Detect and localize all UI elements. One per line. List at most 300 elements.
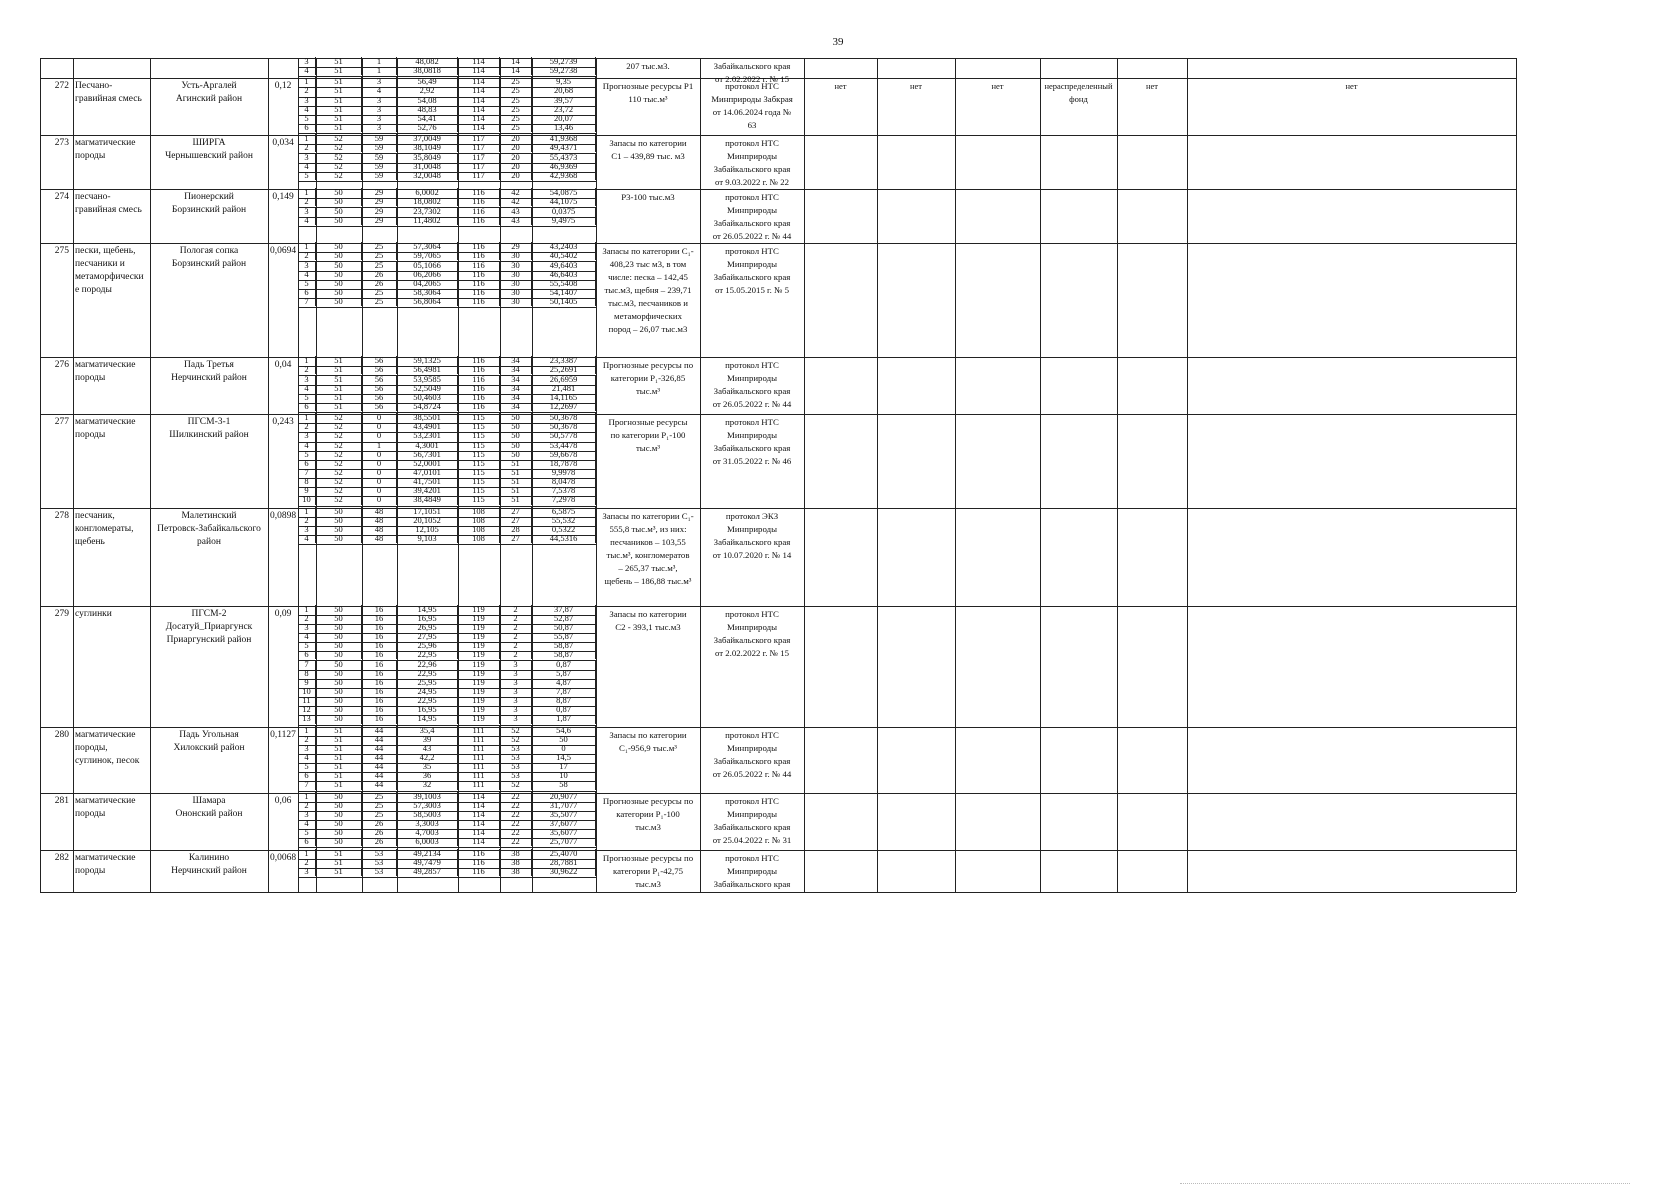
coord-value: 2 bbox=[500, 623, 532, 632]
coord-value: 34 bbox=[500, 375, 532, 384]
coord-value: 2 bbox=[298, 197, 316, 206]
coord-value: 119 bbox=[458, 669, 500, 678]
status-note: нет bbox=[834, 81, 847, 92]
coord-value: 44,5316 bbox=[532, 534, 596, 543]
coord-value: 2 bbox=[500, 632, 532, 641]
coord-value: 44 bbox=[362, 726, 397, 735]
grid-hline bbox=[40, 606, 1516, 607]
area-value: 0,0898 bbox=[269, 510, 297, 521]
coord-value: 26 bbox=[362, 270, 397, 279]
coord-value: 116 bbox=[458, 356, 500, 365]
mineral-type: пески, щебень, песчаники и метаморфически е породы bbox=[75, 246, 144, 296]
coord-value: 4,7003 bbox=[397, 828, 458, 837]
coord-value: 16 bbox=[362, 669, 397, 678]
coord-value: 42,9368 bbox=[532, 171, 596, 180]
coord-value: 116 bbox=[458, 261, 500, 270]
coord-value: 49,7479 bbox=[397, 858, 458, 867]
coord-value: 22 bbox=[500, 810, 532, 819]
coord-value: 9,35 bbox=[532, 77, 596, 86]
grid-vline bbox=[877, 58, 878, 892]
coord-value: 51 bbox=[316, 57, 362, 66]
coord-value: 50 bbox=[316, 650, 362, 659]
coord-value: 59 bbox=[362, 171, 397, 180]
coord-value: 16 bbox=[362, 614, 397, 623]
coord-value: 1 bbox=[298, 849, 316, 858]
mineral-type: магматические породы bbox=[75, 417, 136, 441]
coord-value: 1,87 bbox=[532, 714, 596, 723]
coord-value: 117 bbox=[458, 143, 500, 152]
coord-value: 04,2065 bbox=[397, 279, 458, 288]
row-number: 273 bbox=[54, 138, 69, 149]
coord-value: 6,0002 bbox=[397, 188, 458, 197]
coord-value: 4,3001 bbox=[397, 441, 458, 450]
coord-value: 51 bbox=[500, 468, 532, 477]
coord-value: 48,83 bbox=[397, 105, 458, 114]
coord-value: 50 bbox=[316, 801, 362, 810]
coord-value: 35,6077 bbox=[532, 828, 596, 837]
coord-value: 38,1049 bbox=[397, 143, 458, 152]
coord-value: 41,7501 bbox=[397, 477, 458, 486]
coord-value: 10 bbox=[298, 687, 316, 696]
grid-vline bbox=[596, 58, 597, 892]
coord-value: 22 bbox=[500, 837, 532, 846]
coord-value: 59 bbox=[362, 153, 397, 162]
coord-value: 111 bbox=[458, 735, 500, 744]
coord-value: 116 bbox=[458, 207, 500, 216]
coord-value: 3 bbox=[298, 261, 316, 270]
coord-value: 57,3064 bbox=[397, 242, 458, 251]
area-value: 0,0068 bbox=[269, 852, 297, 863]
status-note: нет bbox=[1345, 81, 1358, 92]
coord-value: 51 bbox=[316, 365, 362, 374]
coord-value: 50 bbox=[316, 669, 362, 678]
site-name: Малетинский Петровск-Забайкальского район bbox=[157, 510, 261, 547]
coord-value: 1 bbox=[298, 242, 316, 251]
grid-vline bbox=[804, 58, 805, 892]
coord-value: 115 bbox=[458, 486, 500, 495]
coord-value: 116 bbox=[458, 375, 500, 384]
coord-value: 29 bbox=[500, 242, 532, 251]
coord-value: 12,2697 bbox=[532, 402, 596, 411]
coord-value: 52 bbox=[500, 780, 532, 789]
coord-value: 50 bbox=[316, 605, 362, 614]
coord-value: 115 bbox=[458, 459, 500, 468]
coord-value: 5 bbox=[298, 393, 316, 402]
coord-value: 50 bbox=[316, 828, 362, 837]
coord-value: 48 bbox=[362, 516, 397, 525]
coord-value: 25,7077 bbox=[532, 837, 596, 846]
coord-value: 44 bbox=[362, 744, 397, 753]
coord-value: 116 bbox=[458, 188, 500, 197]
coord-value: 119 bbox=[458, 705, 500, 714]
coord-value: 108 bbox=[458, 507, 500, 516]
coord-value: 6 bbox=[298, 402, 316, 411]
coord-value: 3 bbox=[298, 525, 316, 534]
coord-value: 3 bbox=[362, 114, 397, 123]
coord-value: 2 bbox=[298, 516, 316, 525]
coord-value: 56 bbox=[362, 375, 397, 384]
coord-value: 20,07 bbox=[532, 114, 596, 123]
coord-value: 46,6403 bbox=[532, 270, 596, 279]
coord-value: 0 bbox=[362, 422, 397, 431]
coord-value: 3 bbox=[298, 96, 316, 105]
coord-value: 30 bbox=[500, 297, 532, 306]
coord-value: 2 bbox=[298, 801, 316, 810]
grid-vline bbox=[40, 58, 41, 892]
coord-value: 114 bbox=[458, 77, 500, 86]
protocol-note: Забайкальского края от 2.02.2022 г. № 15 bbox=[713, 61, 791, 84]
resources-note: Прогнозные ресурсы по категории Р₁-326,85 тыс.м³ bbox=[602, 360, 694, 397]
grid-hline bbox=[40, 850, 1516, 851]
grid-vline bbox=[73, 58, 74, 892]
coord-value: 116 bbox=[458, 197, 500, 206]
coord-value: 116 bbox=[458, 402, 500, 411]
coord-value: 53,2301 bbox=[397, 431, 458, 440]
coord-value: 50 bbox=[316, 242, 362, 251]
coord-value: 16 bbox=[362, 632, 397, 641]
coord-value: 38,4849 bbox=[397, 495, 458, 504]
area-value: 0,1127 bbox=[270, 729, 296, 740]
coord-value: 25 bbox=[362, 251, 397, 260]
coord-value: 58,87 bbox=[532, 650, 596, 659]
coord-value: 117 bbox=[458, 162, 500, 171]
coord-value: 56 bbox=[362, 356, 397, 365]
coord-value: 115 bbox=[458, 477, 500, 486]
coord-value: 59 bbox=[362, 143, 397, 152]
coord-value: 6 bbox=[298, 123, 316, 132]
coord-value: 50 bbox=[316, 297, 362, 306]
coord-value: 111 bbox=[458, 780, 500, 789]
coord-value: 25,96 bbox=[397, 641, 458, 650]
coord-value: 52 bbox=[316, 441, 362, 450]
coord-value: 26,6959 bbox=[532, 375, 596, 384]
coord-value: 4 bbox=[298, 819, 316, 828]
coord-value: 114 bbox=[458, 123, 500, 132]
coord-value: 50 bbox=[316, 714, 362, 723]
coord-value: 23,3387 bbox=[532, 356, 596, 365]
coord-value: 38 bbox=[500, 849, 532, 858]
coord-value: 119 bbox=[458, 632, 500, 641]
coord-value: 116 bbox=[458, 858, 500, 867]
coord-value: 50,5778 bbox=[532, 431, 596, 440]
coord-value: 4 bbox=[298, 534, 316, 543]
coord-value: 3 bbox=[362, 105, 397, 114]
coord-value: 18,7878 bbox=[532, 459, 596, 468]
coord-value: 52 bbox=[316, 450, 362, 459]
coord-value: 108 bbox=[458, 534, 500, 543]
coord-value: 06,2066 bbox=[397, 270, 458, 279]
coord-value: 114 bbox=[458, 828, 500, 837]
coord-value: 16 bbox=[362, 714, 397, 723]
coord-value: 52 bbox=[316, 143, 362, 152]
coord-value: 34 bbox=[500, 365, 532, 374]
coord-value: 49,2857 bbox=[397, 867, 458, 876]
coord-value: 53 bbox=[500, 744, 532, 753]
coord-value: 50 bbox=[316, 279, 362, 288]
coord-value: 50 bbox=[316, 687, 362, 696]
coord-value: 50 bbox=[316, 696, 362, 705]
area-value: 0,06 bbox=[274, 795, 292, 806]
coord-value: 51 bbox=[316, 744, 362, 753]
coord-value: 7,2978 bbox=[532, 495, 596, 504]
site-name: Калинино Нерчинский район bbox=[171, 852, 247, 876]
coord-value: 114 bbox=[458, 66, 500, 75]
row-number: 280 bbox=[54, 729, 69, 740]
coord-value: 44 bbox=[362, 762, 397, 771]
coord-value: 22 bbox=[500, 828, 532, 837]
coord-value: 3 bbox=[298, 744, 316, 753]
coord-value: 52 bbox=[316, 468, 362, 477]
coord-value: 54,0875 bbox=[532, 188, 596, 197]
coord-value: 59,2738 bbox=[532, 66, 596, 75]
coord-value: 51 bbox=[316, 77, 362, 86]
coord-value: 51 bbox=[316, 384, 362, 393]
coord-value: 58 bbox=[532, 780, 596, 789]
coord-value: 25 bbox=[362, 242, 397, 251]
coord-value: 6 bbox=[298, 459, 316, 468]
coord-value: 50 bbox=[316, 188, 362, 197]
coord-value: 4 bbox=[298, 105, 316, 114]
coord-value: 5 bbox=[298, 828, 316, 837]
coord-value: 8,87 bbox=[532, 696, 596, 705]
coord-value: 114 bbox=[458, 792, 500, 801]
coord-value: 34 bbox=[500, 356, 532, 365]
coord-value: 50,1405 bbox=[532, 297, 596, 306]
grid-hline bbox=[40, 189, 1516, 190]
coord-value: 28,7881 bbox=[532, 858, 596, 867]
coord-value: 56,8064 bbox=[397, 297, 458, 306]
coord-value: 9,4975 bbox=[532, 216, 596, 225]
coord-value: 27 bbox=[500, 507, 532, 516]
coord-value: 52 bbox=[316, 486, 362, 495]
coord-value: 3 bbox=[298, 867, 316, 876]
protocol-note: протокол НТС Минприроды Забайкальского края от 25.04.2022 г. № 31 bbox=[712, 795, 792, 845]
area-value: 0,034 bbox=[272, 138, 294, 149]
mineral-type: песчано- гравийная смесь bbox=[75, 192, 142, 216]
coord-value: 111 bbox=[458, 744, 500, 753]
coord-value: 26 bbox=[362, 828, 397, 837]
coord-value: 20 bbox=[500, 153, 532, 162]
coord-value: 53 bbox=[500, 771, 532, 780]
coord-value: 50 bbox=[316, 660, 362, 669]
row-number: 281 bbox=[54, 795, 69, 806]
coord-value: 114 bbox=[458, 837, 500, 846]
coord-value: 11,4802 bbox=[397, 216, 458, 225]
coord-value: 55,5408 bbox=[532, 279, 596, 288]
coord-value: 34 bbox=[500, 384, 532, 393]
area-value: 0,243 bbox=[272, 417, 294, 428]
coord-value: 23,72 bbox=[532, 105, 596, 114]
coord-value: 32 bbox=[397, 780, 458, 789]
coord-value: 22 bbox=[500, 801, 532, 810]
coord-value: 51 bbox=[316, 96, 362, 105]
coord-value: 54,8724 bbox=[397, 402, 458, 411]
coord-value: 54,41 bbox=[397, 114, 458, 123]
coord-value: 16 bbox=[362, 660, 397, 669]
grid-hline bbox=[40, 508, 1516, 509]
coord-value: 57,3003 bbox=[397, 801, 458, 810]
coord-value: 52,5049 bbox=[397, 384, 458, 393]
coord-value: 14,1165 bbox=[532, 393, 596, 402]
coord-value: 9,103 bbox=[397, 534, 458, 543]
coord-value: 51 bbox=[316, 114, 362, 123]
coord-value: 22,95 bbox=[397, 696, 458, 705]
coord-value: 49,2134 bbox=[397, 849, 458, 858]
coord-value: 0 bbox=[362, 477, 397, 486]
coord-value: 27 bbox=[500, 516, 532, 525]
coord-value: 55,4373 bbox=[532, 153, 596, 162]
coord-value: 55,87 bbox=[532, 632, 596, 641]
coord-value: 51 bbox=[316, 105, 362, 114]
coord-value: 50 bbox=[316, 632, 362, 641]
coord-value: 50 bbox=[316, 623, 362, 632]
coord-value: 6,5875 bbox=[532, 507, 596, 516]
coord-value: 44,1075 bbox=[532, 197, 596, 206]
coord-value: 114 bbox=[458, 96, 500, 105]
coord-value: 6 bbox=[298, 650, 316, 659]
coord-value: 116 bbox=[458, 297, 500, 306]
coord-value: 25 bbox=[500, 86, 532, 95]
coord-value: 52 bbox=[316, 171, 362, 180]
coord-value: 54,08 bbox=[397, 96, 458, 105]
coord-value: 50,4603 bbox=[397, 393, 458, 402]
coord-value: 14,95 bbox=[397, 714, 458, 723]
coord-value: 1 bbox=[298, 507, 316, 516]
coord-value: 50 bbox=[316, 819, 362, 828]
coord-value: 119 bbox=[458, 605, 500, 614]
coord-value: 14,5 bbox=[532, 753, 596, 762]
coord-value: 114 bbox=[458, 57, 500, 66]
coord-value: 37,87 bbox=[532, 605, 596, 614]
coord-value: 114 bbox=[458, 819, 500, 828]
protocol-note: протокол НТС Минприроды Забайкальского края от 9.03.2022 г. № 22 bbox=[713, 138, 791, 188]
grid-hline bbox=[40, 58, 1516, 59]
area-value: 0,09 bbox=[274, 608, 292, 619]
coord-value: 26 bbox=[362, 279, 397, 288]
resources-note: Запасы по категории С₁- 408,23 тыс м3, в том числе: песка – 142,45 тыс.м3, щебня – 239,71 тыс.м3, песчаников и метаморфических пород – 26,07 тыс.м3 bbox=[602, 246, 694, 335]
coord-value: 50 bbox=[500, 450, 532, 459]
coord-value: 14 bbox=[500, 66, 532, 75]
site-name: Усть-Аргалей Агинский район bbox=[175, 81, 243, 105]
coord-value: 9 bbox=[298, 486, 316, 495]
coord-value: 0,0375 bbox=[532, 207, 596, 216]
coord-value: 38,5501 bbox=[397, 413, 458, 422]
coord-value: 2 bbox=[500, 605, 532, 614]
coord-value: 1 bbox=[298, 356, 316, 365]
coord-value: 31,0048 bbox=[397, 162, 458, 171]
coord-value: 0,5322 bbox=[532, 525, 596, 534]
coord-value: 51 bbox=[316, 402, 362, 411]
coord-value: 26,95 bbox=[397, 623, 458, 632]
status-note: нераспределенный фонд bbox=[1044, 81, 1113, 105]
coord-value: 8 bbox=[298, 477, 316, 486]
coord-value: 51 bbox=[316, 762, 362, 771]
coord-value: 22 bbox=[500, 819, 532, 828]
coord-value: 5 bbox=[298, 762, 316, 771]
mineral-type: магматические породы bbox=[75, 360, 136, 384]
resources-note: Запасы по категории С₁- 555,8 тыс.м³, из них: песчаников – 103,55 тыс.м³, конгломератов – 265,37 тыс.м³, щебень – 186,88 тыс.м³ bbox=[602, 510, 694, 586]
resources-note: Р3-100 тыс.м3 bbox=[621, 192, 675, 203]
coord-value: 119 bbox=[458, 687, 500, 696]
protocol-note: протокол ЭКЗ Минприроды Забайкальского края от 10.07.2020 г. № 14 bbox=[712, 510, 792, 560]
coord-value: 2 bbox=[298, 143, 316, 152]
coord-value: 26 bbox=[362, 819, 397, 828]
coord-value: 59,1325 bbox=[397, 356, 458, 365]
coord-value: 28 bbox=[500, 525, 532, 534]
coord-value: 59 bbox=[362, 162, 397, 171]
site-name: Падь Угольная Хилокский район bbox=[173, 729, 245, 753]
coord-value: 55,532 bbox=[532, 516, 596, 525]
coord-value: 35,4 bbox=[397, 726, 458, 735]
coord-value: 29 bbox=[362, 216, 397, 225]
coord-value: 25 bbox=[500, 123, 532, 132]
coord-value: 1 bbox=[362, 66, 397, 75]
coord-value: 37,6077 bbox=[532, 819, 596, 828]
grid-vline bbox=[150, 58, 151, 892]
coord-value: 48 bbox=[362, 525, 397, 534]
coord-value: 1 bbox=[298, 413, 316, 422]
site-name: Падь Третья Нерчинский район bbox=[171, 360, 247, 384]
coord-value: 53,4478 bbox=[532, 441, 596, 450]
status-note: нет bbox=[909, 81, 923, 92]
coord-value: 115 bbox=[458, 422, 500, 431]
coord-value: 5 bbox=[298, 641, 316, 650]
scan-artifact bbox=[1180, 1183, 1630, 1185]
coord-value: 108 bbox=[458, 525, 500, 534]
coord-value: 43,2403 bbox=[532, 242, 596, 251]
coord-value: 3 bbox=[500, 714, 532, 723]
coord-value: 52 bbox=[316, 134, 362, 143]
coord-value: 50 bbox=[316, 288, 362, 297]
coord-value: 7 bbox=[298, 297, 316, 306]
coord-value: 1 bbox=[298, 188, 316, 197]
coord-value: 114 bbox=[458, 86, 500, 95]
coord-value: 50 bbox=[316, 197, 362, 206]
coord-value: 111 bbox=[458, 762, 500, 771]
resources-note: 207 тыс.м3. bbox=[626, 61, 670, 71]
coord-value: 16 bbox=[362, 623, 397, 632]
row-number: 274 bbox=[54, 192, 69, 203]
coord-value: 27,95 bbox=[397, 632, 458, 641]
coord-value: 1 bbox=[298, 77, 316, 86]
coord-value: 30 bbox=[500, 270, 532, 279]
coord-value: 16 bbox=[362, 687, 397, 696]
coord-value: 59,6678 bbox=[532, 450, 596, 459]
coord-value: 44 bbox=[362, 780, 397, 789]
coord-value: 49,4371 bbox=[532, 143, 596, 152]
coord-value: 115 bbox=[458, 495, 500, 504]
coord-value: 30 bbox=[500, 251, 532, 260]
coord-value: 25 bbox=[362, 288, 397, 297]
coord-value: 0 bbox=[532, 744, 596, 753]
coord-value: 4 bbox=[298, 162, 316, 171]
area-value: 0,0694 bbox=[269, 246, 297, 257]
coord-value: 30,9622 bbox=[532, 867, 596, 876]
coord-value: 51 bbox=[316, 66, 362, 75]
page-number: 39 bbox=[832, 36, 844, 48]
coord-value: 2 bbox=[298, 86, 316, 95]
coord-value: 50,87 bbox=[532, 623, 596, 632]
grid-vline bbox=[1040, 58, 1041, 892]
resources-note: Прогнозные ресурсы по категории Р₁-100 тыс.м³ bbox=[608, 417, 688, 454]
coord-value: 35,8049 bbox=[397, 153, 458, 162]
coord-value: 3 bbox=[500, 705, 532, 714]
coord-value: 52 bbox=[316, 495, 362, 504]
coord-value: 2 bbox=[500, 641, 532, 650]
coord-value: 5 bbox=[298, 450, 316, 459]
coord-value: 24,95 bbox=[397, 687, 458, 696]
coord-value: 59,2739 bbox=[532, 57, 596, 66]
